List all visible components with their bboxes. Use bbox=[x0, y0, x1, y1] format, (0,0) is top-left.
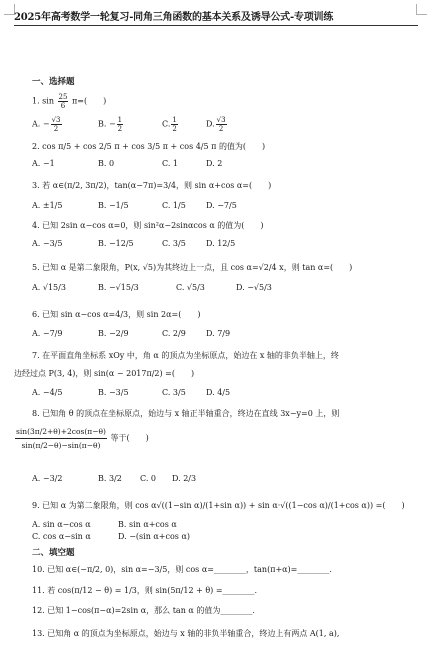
option-b: B. −2/9 bbox=[98, 329, 129, 338]
option-d: D. −7/5 bbox=[206, 201, 237, 210]
option-b: B. sin α+cos α bbox=[118, 520, 177, 529]
question-9: 9. 已知 α 为第二象限角，则 cos α√((1−sin α)/(1+sin α)) + sin α·√((1−cos α)/(1+cos α)) =( ) bbox=[32, 501, 405, 510]
option-d: D. 7/9 bbox=[206, 329, 231, 338]
question-10: 10. 已知 α∈(−π/2, 0)，sin α=−3/5，则 cos α=________，tan(π+α)=________. bbox=[32, 565, 332, 574]
question-7-line-2: 边经过点 P(3, 4)，则 sin(α − 2017π/2) =( ) bbox=[14, 369, 195, 378]
page-title: 2025年高考数学一轮复习-同角三角函数的基本关系及诱导公式-专项训练 bbox=[14, 8, 418, 26]
option-a: A. −3/5 bbox=[32, 239, 63, 248]
option-c: C. cos α−sin α bbox=[32, 532, 91, 541]
question-12: 12. 已知 1−cos(π−α)=2sin α，那么 tan α 的值为________. bbox=[32, 606, 255, 615]
option-d: D. 4/5 bbox=[206, 388, 231, 397]
question-8-expression: $\frac{\sin(3\pi/2+\theta)+2\cos(\pi-\theta)}{\sin(\pi/2-\theta)-\sin(\pi-\theta)}$ 等于( ) bbox=[16, 427, 149, 450]
question-2: 2. cos π/5 + cos 2/5 π + cos 3/5 π + cos 4/5 π 的值为( ) bbox=[32, 142, 266, 151]
question-4: 4. 已知 2sin α−cos α=0，则 sin²α−2sinαcos α 的值为( ) bbox=[32, 221, 264, 230]
option-d: D. −(sin α+cos α) bbox=[118, 532, 190, 541]
option-a: A. −7/9 bbox=[32, 329, 63, 338]
option-c: C. $\frac{1}{2}$ bbox=[162, 116, 177, 133]
option-b: B. −1/5 bbox=[98, 201, 129, 210]
option-c: C. 1 bbox=[162, 159, 179, 168]
option-b: B. −12/5 bbox=[98, 239, 134, 248]
option-a: A. − $\frac{√3}{2}$ bbox=[32, 116, 61, 133]
option-a: A. ±1/5 bbox=[32, 201, 63, 210]
option-b: B. −√15/3 bbox=[98, 283, 139, 292]
question-11: 11. 若 cos(π/12 − θ) = 1/3，则 sin(5π/12 + θ) =________. bbox=[32, 586, 258, 595]
question-6: 6. 已知 sin α−cos α=4/3，则 sin 2α=( ) bbox=[32, 310, 201, 319]
option-c: C. 3/5 bbox=[162, 239, 186, 248]
fraction: $\frac{\sin(3\pi/2+\theta)+2\cos(\pi-\theta)}{\sin(\pi/2-\theta)-\sin(\pi-\theta)}$ bbox=[16, 427, 106, 450]
option-a: A. √15/3 bbox=[32, 283, 66, 292]
option-c: C. 1/5 bbox=[162, 201, 186, 210]
option-c: C. 3/5 bbox=[162, 388, 186, 397]
question-7-line-1: 7. 在平面直角坐标系 xOy 中，角 α 的顶点为坐标原点，始边在 x 轴的非负半轴上，终 bbox=[32, 351, 339, 360]
option-d: D. 2 bbox=[206, 159, 223, 168]
option-b: B. −3/5 bbox=[98, 388, 129, 397]
option-b: B. 0 bbox=[98, 159, 115, 168]
option-d: D. 12/5 bbox=[206, 239, 236, 248]
option-a: A. −1 bbox=[32, 159, 55, 168]
option-a: A. −3/2 bbox=[32, 474, 63, 483]
question-1: 1. sin $\frac{25}{6}$ π=( ) bbox=[32, 93, 107, 110]
section-choice: 一、选择题 bbox=[32, 77, 75, 87]
option-b: B. 3/2 bbox=[98, 474, 122, 483]
question-5: 5. 已知 α 是第二象限角，P(x, √5)为其终边上一点，且 cos α=√2/4 x，则 tan α=( ) bbox=[32, 263, 353, 272]
section-fill: 二、填空题 bbox=[32, 548, 75, 558]
option-d: D. −√5/3 bbox=[236, 283, 272, 292]
option-c: C. √5/3 bbox=[176, 283, 205, 292]
question-13: 13. 已知角 α 的顶点为坐标原点，始边与 x 轴的非负半轴重合，终边上有两点 A(1, a), bbox=[32, 629, 340, 638]
question-3: 3. 若 α∈(π/2, 3π/2)，tan(α−7π)=3/4，则 sin α+cos α=( ) bbox=[32, 181, 272, 190]
option-d: D. $\frac{√3}{2}$ bbox=[206, 116, 226, 133]
fraction: $\frac{25}{6}$ bbox=[58, 93, 68, 110]
option-c: C. 0 bbox=[140, 474, 157, 483]
option-a: A. −4/5 bbox=[32, 388, 63, 397]
option-c: C. 2/9 bbox=[162, 329, 186, 338]
question-8-line-1: 8. 已知角 θ 的顶点在坐标原点，始边与 x 轴正半轴重合，终边在直线 3x−y=0 上，则 bbox=[32, 409, 340, 418]
option-b: B. − $\frac{1}{2}$ bbox=[98, 116, 123, 133]
option-d: D. 2/3 bbox=[172, 474, 197, 483]
option-a: A. sin α−cos α bbox=[32, 520, 91, 529]
